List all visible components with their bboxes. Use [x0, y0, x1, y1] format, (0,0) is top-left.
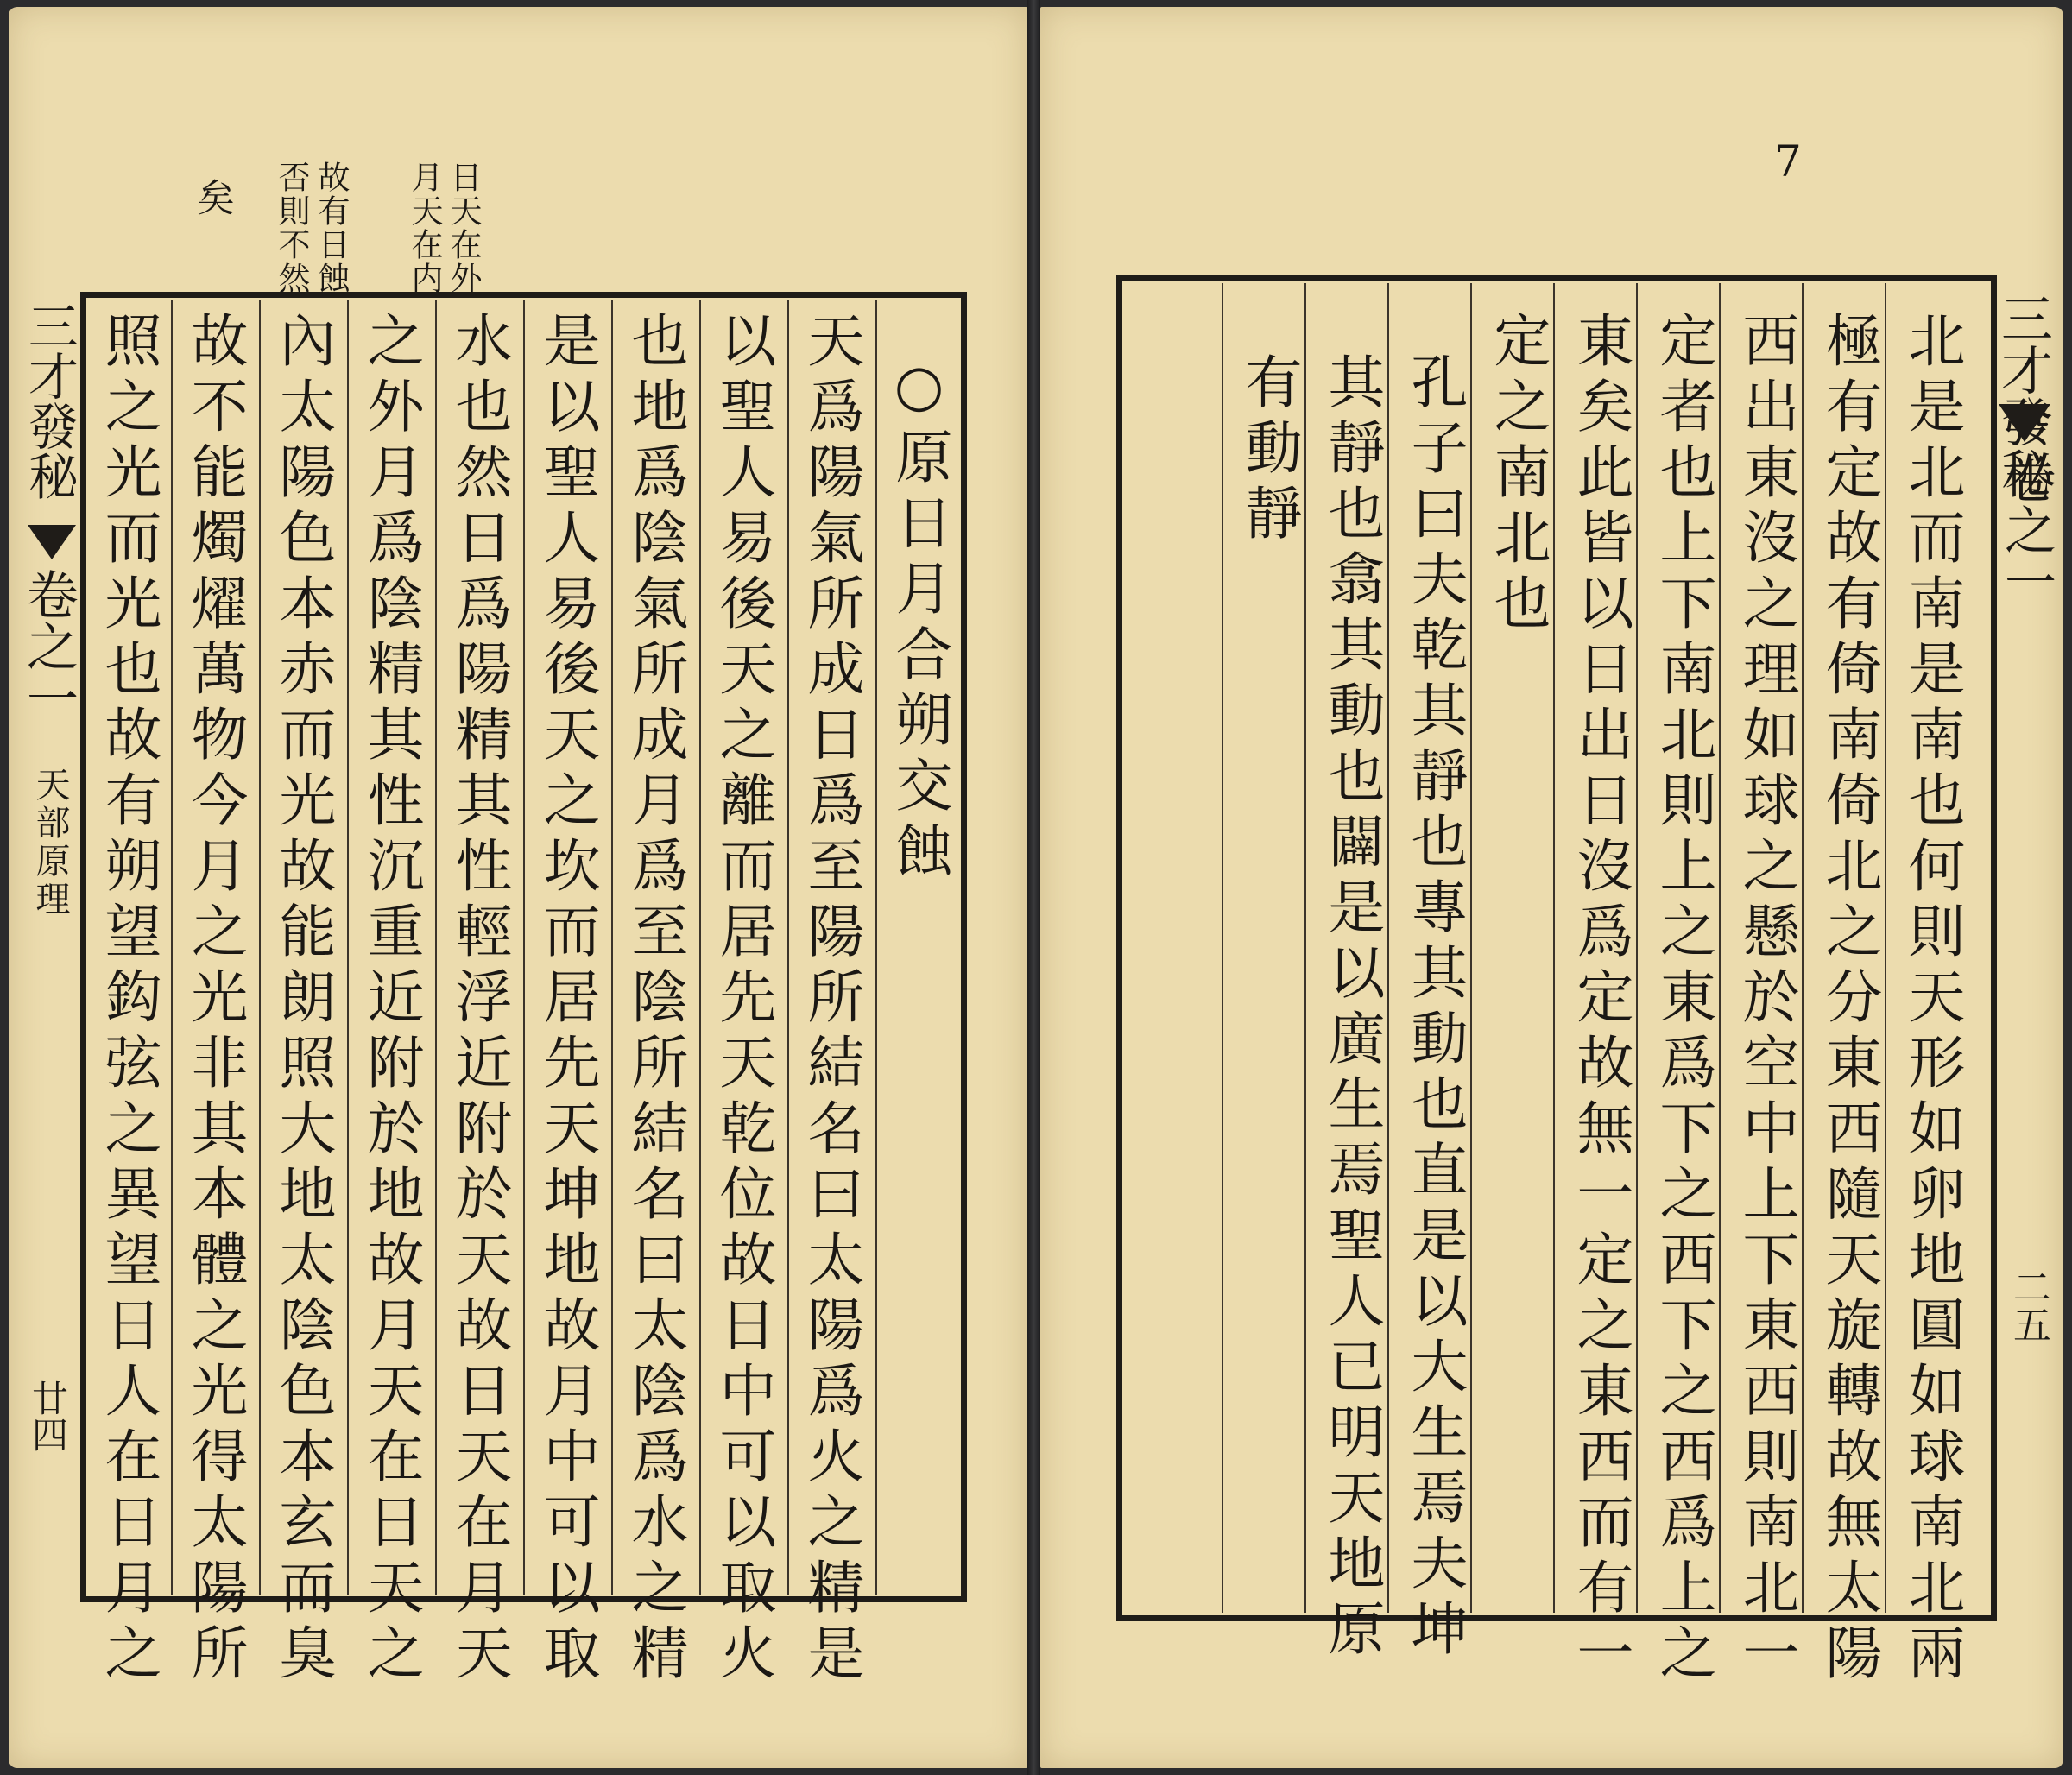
fish-tail-mark	[1999, 404, 2050, 442]
fish-tail-mark	[28, 525, 76, 559]
text-column-9: 有動靜	[1235, 352, 1302, 549]
text-column-3: 以聖人易後天之離而居先天乾位故日中可以取火	[710, 311, 776, 1689]
column-rule	[347, 300, 349, 1595]
text-column-8: 其靜也翕其動也闢是以廣生焉聖人已明天地原	[1318, 352, 1385, 1664]
text-column-2: 極有定故有倚南倚北之分東西隨天旋轉故無太陽	[1816, 311, 1882, 1689]
column-rule	[523, 300, 525, 1595]
right-edge-strip	[1993, 275, 2057, 1621]
column-rule	[787, 300, 789, 1595]
left-edge-strip	[19, 292, 79, 1587]
column-rule	[435, 300, 437, 1595]
column-rule	[259, 300, 261, 1595]
column-rule	[699, 300, 701, 1595]
column-rule	[1222, 283, 1223, 1613]
text-column-6: 水也然日爲陽精其性輕浮近附於天故日天在月天	[445, 311, 512, 1689]
edge-folio: 二五	[2006, 1267, 2050, 1343]
margin-note-5: 矣	[190, 178, 234, 218]
text-column-6: 定之南北也	[1484, 311, 1551, 639]
text-column-2: 天爲陽氣所成日爲至陽所結名曰太陽爲火之精是	[798, 311, 864, 1689]
edge-title: 三才發秘	[20, 300, 79, 501]
column-rule	[611, 300, 613, 1595]
text-column-8: 內太陽色本赤而光故能朗照大地太陰色本玄而臭	[269, 311, 336, 1689]
right-page	[1040, 7, 2063, 1768]
margin-note-3: 故有日蝕	[313, 161, 350, 295]
text-column-10: 照之光而光也故有朔望鈎弦之異望日人在日月之	[95, 311, 161, 1689]
edge-folio: 廿四	[27, 1380, 69, 1452]
edge-title: 三才發秘	[1993, 292, 2053, 499]
column-rule	[875, 300, 877, 1595]
margin-note-2: 月天在内	[406, 161, 443, 295]
edge-volume: 卷之一	[18, 568, 79, 723]
text-column-9: 故不能燭燿萬物今月之光非其本體之光得太陽所	[181, 311, 248, 1689]
text-column-5: 東矣此皆以日出日沒爲定故無一定之東西而有一	[1567, 311, 1633, 1689]
edge-section: 天部原理	[30, 767, 70, 919]
text-column-3: 西出東沒之理如球之懸於空中上下東西則南北一	[1733, 311, 1799, 1689]
text-column-4: 也地爲陰氣所成月爲至陰所結名曰太陰爲水之精	[622, 311, 688, 1689]
left-page	[9, 7, 1027, 1768]
column-rule	[171, 300, 173, 1595]
text-column-5: 是以聖人易後天之坎而居先天坤地故月中可以取	[534, 311, 600, 1689]
edge-volume: 卷之一	[1996, 452, 2056, 607]
text-column-1: ○原日月合朔交蝕	[886, 352, 952, 887]
text-column-7: 孔子曰夫乾其靜也專其動也直是以大生焉夫坤	[1401, 352, 1468, 1664]
text-column-7: 之外月爲陰精其性沉重近附於地故月天在日天之	[357, 311, 424, 1689]
text-column-1: 北是北而南是南也何則天形如卵地圓如球南北兩	[1898, 311, 1965, 1689]
page-mark: 7	[1774, 136, 1802, 186]
text-column-4: 定者也上下南北則上之東爲下之西下之西爲上之	[1650, 311, 1716, 1689]
margin-note-1: 日天在外	[445, 161, 482, 295]
book-spine	[1027, 0, 1040, 1775]
margin-note-4: 否則不然	[273, 161, 310, 295]
